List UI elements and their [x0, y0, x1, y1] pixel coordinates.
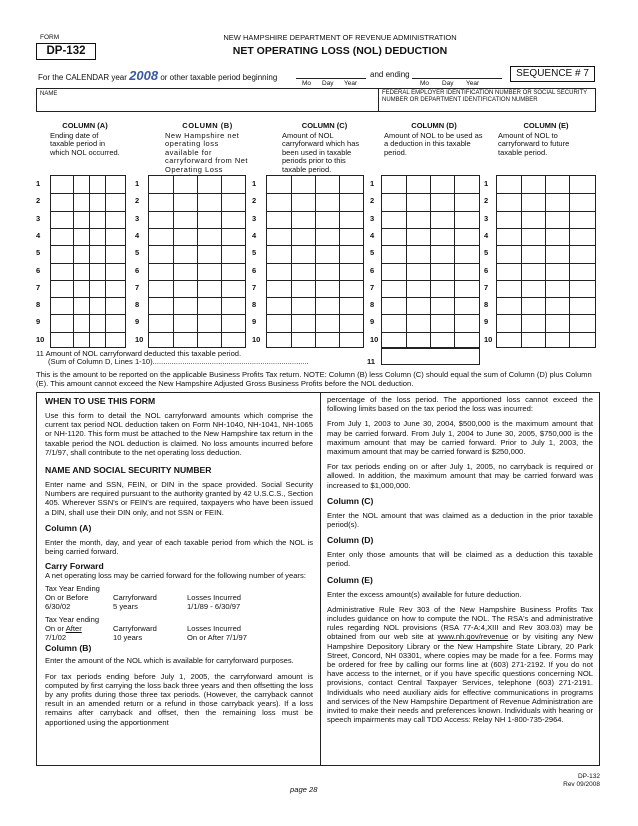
- line-number: 9: [252, 317, 257, 327]
- instructions-right: [327, 395, 593, 724]
- heading-column-e: Column (E): [327, 574, 373, 585]
- column-a-line-1-field[interactable]: [51, 176, 125, 193]
- t2-range: On or After 7/1/97: [187, 633, 247, 643]
- line-number: 6: [370, 265, 375, 275]
- para-column-a: Enter the month, day, and year of each taxable period from which the NOL is being carried forward.: [45, 537, 313, 557]
- column-a-line-6-field[interactable]: [51, 263, 125, 280]
- heading-carry-forward: Carry Forward: [45, 561, 104, 572]
- instructions-left: [45, 396, 313, 727]
- column-b-desc: New Hampshire net operating loss available for carryforward from Net Operating Loss: [165, 130, 249, 174]
- line-11-num: 11: [367, 357, 376, 366]
- t2-carryforward: Carryforward: [113, 624, 157, 634]
- carry-table-1: [45, 584, 247, 611]
- line-number: 1: [135, 179, 140, 188]
- heading-column-d: Column (D): [327, 535, 374, 546]
- begin-mo-label: Mo: [302, 80, 312, 87]
- line-number: 2: [135, 196, 140, 206]
- t2-after: After: [65, 624, 82, 634]
- column-a-line-10-field[interactable]: [51, 332, 125, 349]
- line-number: 8: [36, 300, 41, 310]
- line-number: 4: [370, 230, 375, 240]
- para-column-e: Enter the excess amount(s) available for future deduction.: [327, 589, 522, 599]
- column-c-line-5-field[interactable]: [267, 245, 363, 262]
- column-d-line-2-field[interactable]: [382, 193, 479, 210]
- line-number: 1: [36, 179, 41, 188]
- line-number: 7: [370, 282, 375, 292]
- calendar-suffix: or other taxable period beginning: [160, 73, 278, 82]
- line-number: 9: [370, 317, 375, 327]
- column-e-line-9-field[interactable]: [497, 314, 595, 331]
- column-c-header: [282, 122, 367, 174]
- column-a-line-5-field[interactable]: [51, 245, 125, 262]
- agency-name: NEW HAMPSHIRE DEPARTMENT OF REVENUE ADMINISTRATION: [223, 33, 457, 42]
- line-number: 2: [370, 196, 375, 206]
- t1-on-before: On or Before: [45, 593, 89, 603]
- heading-column-c: Column (C): [327, 495, 374, 506]
- sequence-box: SEQUENCE # 7: [510, 66, 595, 82]
- heading-column-b: Column (B): [45, 643, 92, 654]
- column-c-desc: Amount of NOL carryforward which has been used in taxable periods prior to this taxable period.: [282, 130, 360, 174]
- column-e-line-1-field[interactable]: [497, 176, 595, 193]
- t1-losses: Losses Incurred: [187, 593, 242, 603]
- column-e-line-7-field[interactable]: [497, 280, 595, 297]
- column-d-line-1-field[interactable]: [382, 176, 479, 193]
- name-field[interactable]: [40, 100, 374, 111]
- web-link[interactable]: www.nh.gov/revenue: [437, 632, 509, 642]
- column-c-line-2-field[interactable]: [267, 193, 363, 210]
- column-d-line-9-field[interactable]: [382, 314, 479, 331]
- para-column-c: Enter the NOL amount that was claimed as a deduction in the prior taxable period(s).: [327, 510, 593, 530]
- t2-on: On or: [45, 624, 66, 634]
- end-year-label: Year: [466, 80, 480, 87]
- column-b-line-6-field[interactable]: [149, 263, 245, 280]
- line-number: 1: [252, 179, 257, 188]
- column-d-line-10-field[interactable]: [382, 332, 479, 349]
- column-c-line-3-field[interactable]: [267, 211, 363, 228]
- line-number: 1: [370, 179, 375, 188]
- column-e-line-2-field[interactable]: [497, 193, 595, 210]
- page-number: page 28: [290, 785, 318, 794]
- form-label: FORM: [40, 34, 60, 41]
- column-a-line-4-field[interactable]: [51, 228, 125, 245]
- column-b-line-1-field[interactable]: [149, 176, 245, 193]
- column-d-header: [384, 122, 484, 157]
- column-b-line-7-field[interactable]: [149, 280, 245, 297]
- line-number: 9: [36, 317, 41, 327]
- line-11-sub: (Sum of Column D, Lines 1-10)..........................................................................: [48, 357, 309, 366]
- heading-when: WHEN TO USE THIS FORM: [45, 396, 156, 406]
- column-c-line-6-field[interactable]: [267, 263, 363, 280]
- instructions-divider: [320, 392, 321, 766]
- column-e-line-4-field[interactable]: [497, 228, 595, 245]
- calendar-year: 2008: [129, 68, 159, 83]
- heading-name-ssn: NAME AND SOCIAL SECURITY NUMBER: [45, 465, 212, 476]
- line-number: 4: [484, 230, 489, 240]
- begin-date-line[interactable]: [296, 78, 366, 79]
- column-b-line-4-field[interactable]: [149, 228, 245, 245]
- column-d-line-4-field[interactable]: [382, 228, 479, 245]
- admin-rule-part-2: or by visiting any New Hampshire Depository Library or the New Hampshire State Library, 20 Park Street, Concord, NH 03301, where copies may be made for a fee. Forms may be ordered for free by calling our forms line at (603) 271-2192. If you do not have access to the internet, or if you have specific questions concerning NOL provisions, contact Central Taxpayer Services, telephone (603) 271-2191. Individuals who need auxiliary aids for effective communications in programs and services of the New Hampshire Department of Revenue Administration are invited to make their needs and preferences known. Individuals with hearing or speech impairments may call TDD Access: Relay NH 1-800-735-2964.: [327, 632, 593, 725]
- line-number: 8: [484, 300, 489, 310]
- column-b-title: COLUMN (B): [182, 121, 233, 130]
- column-a-desc: Ending date of taxable period in which NOL occurred.: [50, 130, 120, 157]
- para-after-2005: For tax periods ending on or after July 1, 2005, no carryback is required or allowed. In addition, the maximum amount that may be carried forward was increased to $1,000,000.: [327, 462, 593, 490]
- t1-date: 6/30/02: [45, 602, 71, 612]
- footer-rev: Rev 09/2008: [563, 781, 600, 788]
- line-number: 5: [484, 248, 489, 258]
- begin-year-label: Year: [344, 80, 358, 87]
- heading-column-a: Column (A): [45, 522, 92, 533]
- line-number: 2: [36, 196, 41, 206]
- line-number: 10: [135, 334, 144, 344]
- t2-date: 7/1/02: [45, 633, 67, 643]
- column-a-line-2-field[interactable]: [51, 193, 125, 210]
- column-b-line-10-field[interactable]: [149, 332, 245, 349]
- para-limits: From July 1, 2003 to June 30, 2004, $500,000 is the maximum amount that may be carried forward. From July 1, 2004 to June 30, 2005, $750,000 is the maximum amount that may be carried forward. Prior to July 1, 2003, the maximum amount that may be carried forward is $250,000.: [327, 419, 593, 457]
- t1-carryforward: Carryforward: [113, 593, 157, 603]
- column-d-title: COLUMN (D): [411, 121, 457, 130]
- column-b-entry-box: [148, 175, 246, 348]
- para-column-b-2: For tax periods ending before July 1, 2005, the carryforward amount is computed by first carrying the loss back three years and then offsetting the loss by any profits during those three tax periods. (However, the carryback cannot result in an amended return or a refund in those carryback years). If a loss remains after carryback and offset, then the remaining loss must be apportioned using the apportionment: [45, 671, 313, 727]
- line-number: 5: [370, 248, 375, 258]
- para-apportion: percentage of the loss period. The apportioned loss cannot exceed the following limits based on the tax period the loss was incurred:: [327, 395, 593, 414]
- para-when: Use this form to detail the NOL carryforward amounts which comprise the current tax period NOL deduction taken on Form NH-1040, NH-1041, NH-1065 or NH-1120. This form must be attached to the New Hampshire tax return in the taxable period the NOL deduction is claimed. No loss amounts incurred before 7/1/97, shall contribute to the net operating loss deduction.: [45, 411, 313, 457]
- line-number: 6: [252, 265, 257, 275]
- column-d-entry-box: [381, 175, 480, 348]
- calendar-line: [38, 68, 277, 83]
- column-a-line-9-field[interactable]: [51, 314, 125, 331]
- column-e-line-6-field[interactable]: [497, 263, 595, 280]
- line-number: 7: [252, 282, 257, 292]
- line-number: 4: [36, 230, 41, 240]
- column-e-header: [498, 122, 594, 157]
- column-b-line-8-field[interactable]: [149, 297, 245, 314]
- line-number: 8: [252, 300, 257, 310]
- line-number: 10: [252, 334, 261, 344]
- ending-label: and ending: [370, 70, 410, 79]
- column-c-line-7-field[interactable]: [267, 280, 363, 297]
- column-e-line-3-field[interactable]: [497, 211, 595, 228]
- column-c-entry-box: [266, 175, 364, 348]
- name-fein-divider: [378, 88, 379, 112]
- form-id: DP-132: [36, 43, 96, 60]
- line-number: 3: [36, 213, 41, 223]
- fein-field[interactable]: [382, 104, 592, 111]
- end-mo-label: Mo: [420, 80, 430, 87]
- t2-tax-year: Tax Year ending: [45, 615, 100, 625]
- line-number: 6: [135, 265, 140, 275]
- column-d-desc: Amount of NOL to be used as a deduction in this taxable period.: [384, 130, 483, 157]
- column-a-header: [50, 122, 120, 157]
- line-number: 9: [484, 317, 489, 327]
- t2-years: 10 years: [113, 633, 143, 643]
- line-number: 6: [484, 265, 489, 275]
- line-number: 10: [484, 334, 493, 344]
- line-number: 6: [36, 265, 41, 275]
- para-admin-rule: [327, 605, 593, 725]
- fein-label: FEDERAL EMPLOYER IDENTIFICATION NUMBER OR SOCIAL SECURITY NUMBER OR DEPARTMENT IDENTIFICATION NUMBER: [382, 90, 588, 103]
- column-b-line-5-field[interactable]: [149, 245, 245, 262]
- line-number: 2: [484, 196, 489, 206]
- column-e-line-10-field[interactable]: [497, 332, 595, 349]
- column-c-line-1-field[interactable]: [267, 176, 363, 193]
- column-a-line-3-field[interactable]: [51, 211, 125, 228]
- line-number: 9: [135, 317, 140, 327]
- line-number: 7: [484, 282, 489, 292]
- end-day-label: Day: [442, 80, 454, 87]
- column-a-entry-box: [50, 175, 126, 348]
- column-d-line-3-field[interactable]: [382, 211, 479, 228]
- begin-day-label: Day: [322, 80, 334, 87]
- line-number: 8: [370, 300, 375, 310]
- line-number: 7: [135, 282, 140, 292]
- line-number: 3: [370, 213, 375, 223]
- carry-table-2: [45, 615, 253, 642]
- line-number: 5: [135, 248, 140, 258]
- line-11-field[interactable]: [381, 348, 480, 365]
- column-d-line-5-field[interactable]: [382, 245, 479, 262]
- t2-losses: Losses Incurred: [187, 624, 242, 634]
- para-name-ssn: Enter name and SSN, FEIN, or DIN in the space provided. Social Security Numbers are required pursuant to the authority granted by 42 U.S.C.S., Section 405. Wherever SSN's or FEIN's are required, taxpayers who have been issued a DIN, shall use their DIN only, and not SSN or FEIN.: [45, 480, 313, 517]
- column-b-header: [165, 122, 250, 183]
- column-b-line-9-field[interactable]: [149, 314, 245, 331]
- column-a-title: COLUMN (A): [62, 121, 108, 130]
- column-d-line-7-field[interactable]: [382, 280, 479, 297]
- line-number: 2: [252, 196, 257, 206]
- line-number: 3: [135, 213, 140, 223]
- column-e-title: COLUMN (E): [523, 121, 569, 130]
- note-text: This is the amount to be reported on the applicable Business Profits Tax return. NOTE: Column (B) less Column (C) should equal the sum of Column (D) plus Column (E). This amount cannot exceed the New Hampshire Adjusted Gross Business Profits before the NOL deduction.: [36, 370, 592, 388]
- line-number: 3: [484, 213, 489, 223]
- line-number: 5: [36, 248, 41, 258]
- column-c-line-8-field[interactable]: [267, 297, 363, 314]
- column-d-line-8-field[interactable]: [382, 297, 479, 314]
- page-title: NET OPERATING LOSS (NOL) DEDUCTION: [232, 45, 448, 57]
- line-number: 7: [36, 282, 41, 292]
- column-b-line-3-field[interactable]: [149, 211, 245, 228]
- column-a-line-7-field[interactable]: [51, 280, 125, 297]
- line-number: 4: [135, 230, 140, 240]
- column-c-line-9-field[interactable]: [267, 314, 363, 331]
- line-number: 10: [36, 334, 45, 344]
- admin-rule-part-1: Administrative Rule Rev 303 of the New Hampshire Business Profits Tax includes guidance on how to compute the NOL. The RSA's and administrative rules regarding NOL provisions (RSA 77-A:4,XIII and Rev 303.03) may be obtained from our web site at: [327, 604, 593, 642]
- para-column-d: Enter only those amounts that will be claimed as a deduction this taxable period.: [327, 550, 593, 569]
- column-a-line-8-field[interactable]: [51, 297, 125, 314]
- line-number: 3: [252, 213, 257, 223]
- name-label: NAME: [40, 91, 58, 97]
- line-number: 5: [252, 248, 257, 258]
- line-number: 1: [484, 179, 489, 188]
- footer-form-id: DP-132: [577, 773, 600, 780]
- column-b-line-2-field[interactable]: [149, 193, 245, 210]
- line-number: 10: [370, 334, 379, 344]
- line-number: 4: [252, 230, 257, 240]
- end-date-line[interactable]: [412, 78, 502, 79]
- t1-years: 5 years: [113, 602, 138, 612]
- t1-range: 1/1/89 - 6/30/97: [187, 602, 241, 612]
- line-number: 8: [135, 300, 140, 310]
- column-c-title: COLUMN (C): [301, 121, 348, 130]
- para-column-b: Enter the amount of the NOL which is available for carryforward purposes.: [45, 656, 294, 666]
- column-e-desc: Amount of NOL to carryforward to future taxable period.: [498, 130, 570, 157]
- para-carry-forward: A net operating loss may be carried forward for the following number of years:: [45, 571, 306, 581]
- column-c-line-4-field[interactable]: [267, 228, 363, 245]
- column-e-line-5-field[interactable]: [497, 245, 595, 262]
- column-d-line-6-field[interactable]: [382, 263, 479, 280]
- column-c-line-10-field[interactable]: [267, 332, 363, 349]
- line-11-text: 11 Amount of NOL carryforward deducted this taxable period.: [36, 349, 242, 358]
- column-e-entry-box: [496, 175, 596, 348]
- calendar-prefix: For the CALENDAR year: [38, 73, 127, 82]
- column-e-line-8-field[interactable]: [497, 297, 595, 314]
- t1-tax-year: Tax Year Ending: [45, 584, 100, 594]
